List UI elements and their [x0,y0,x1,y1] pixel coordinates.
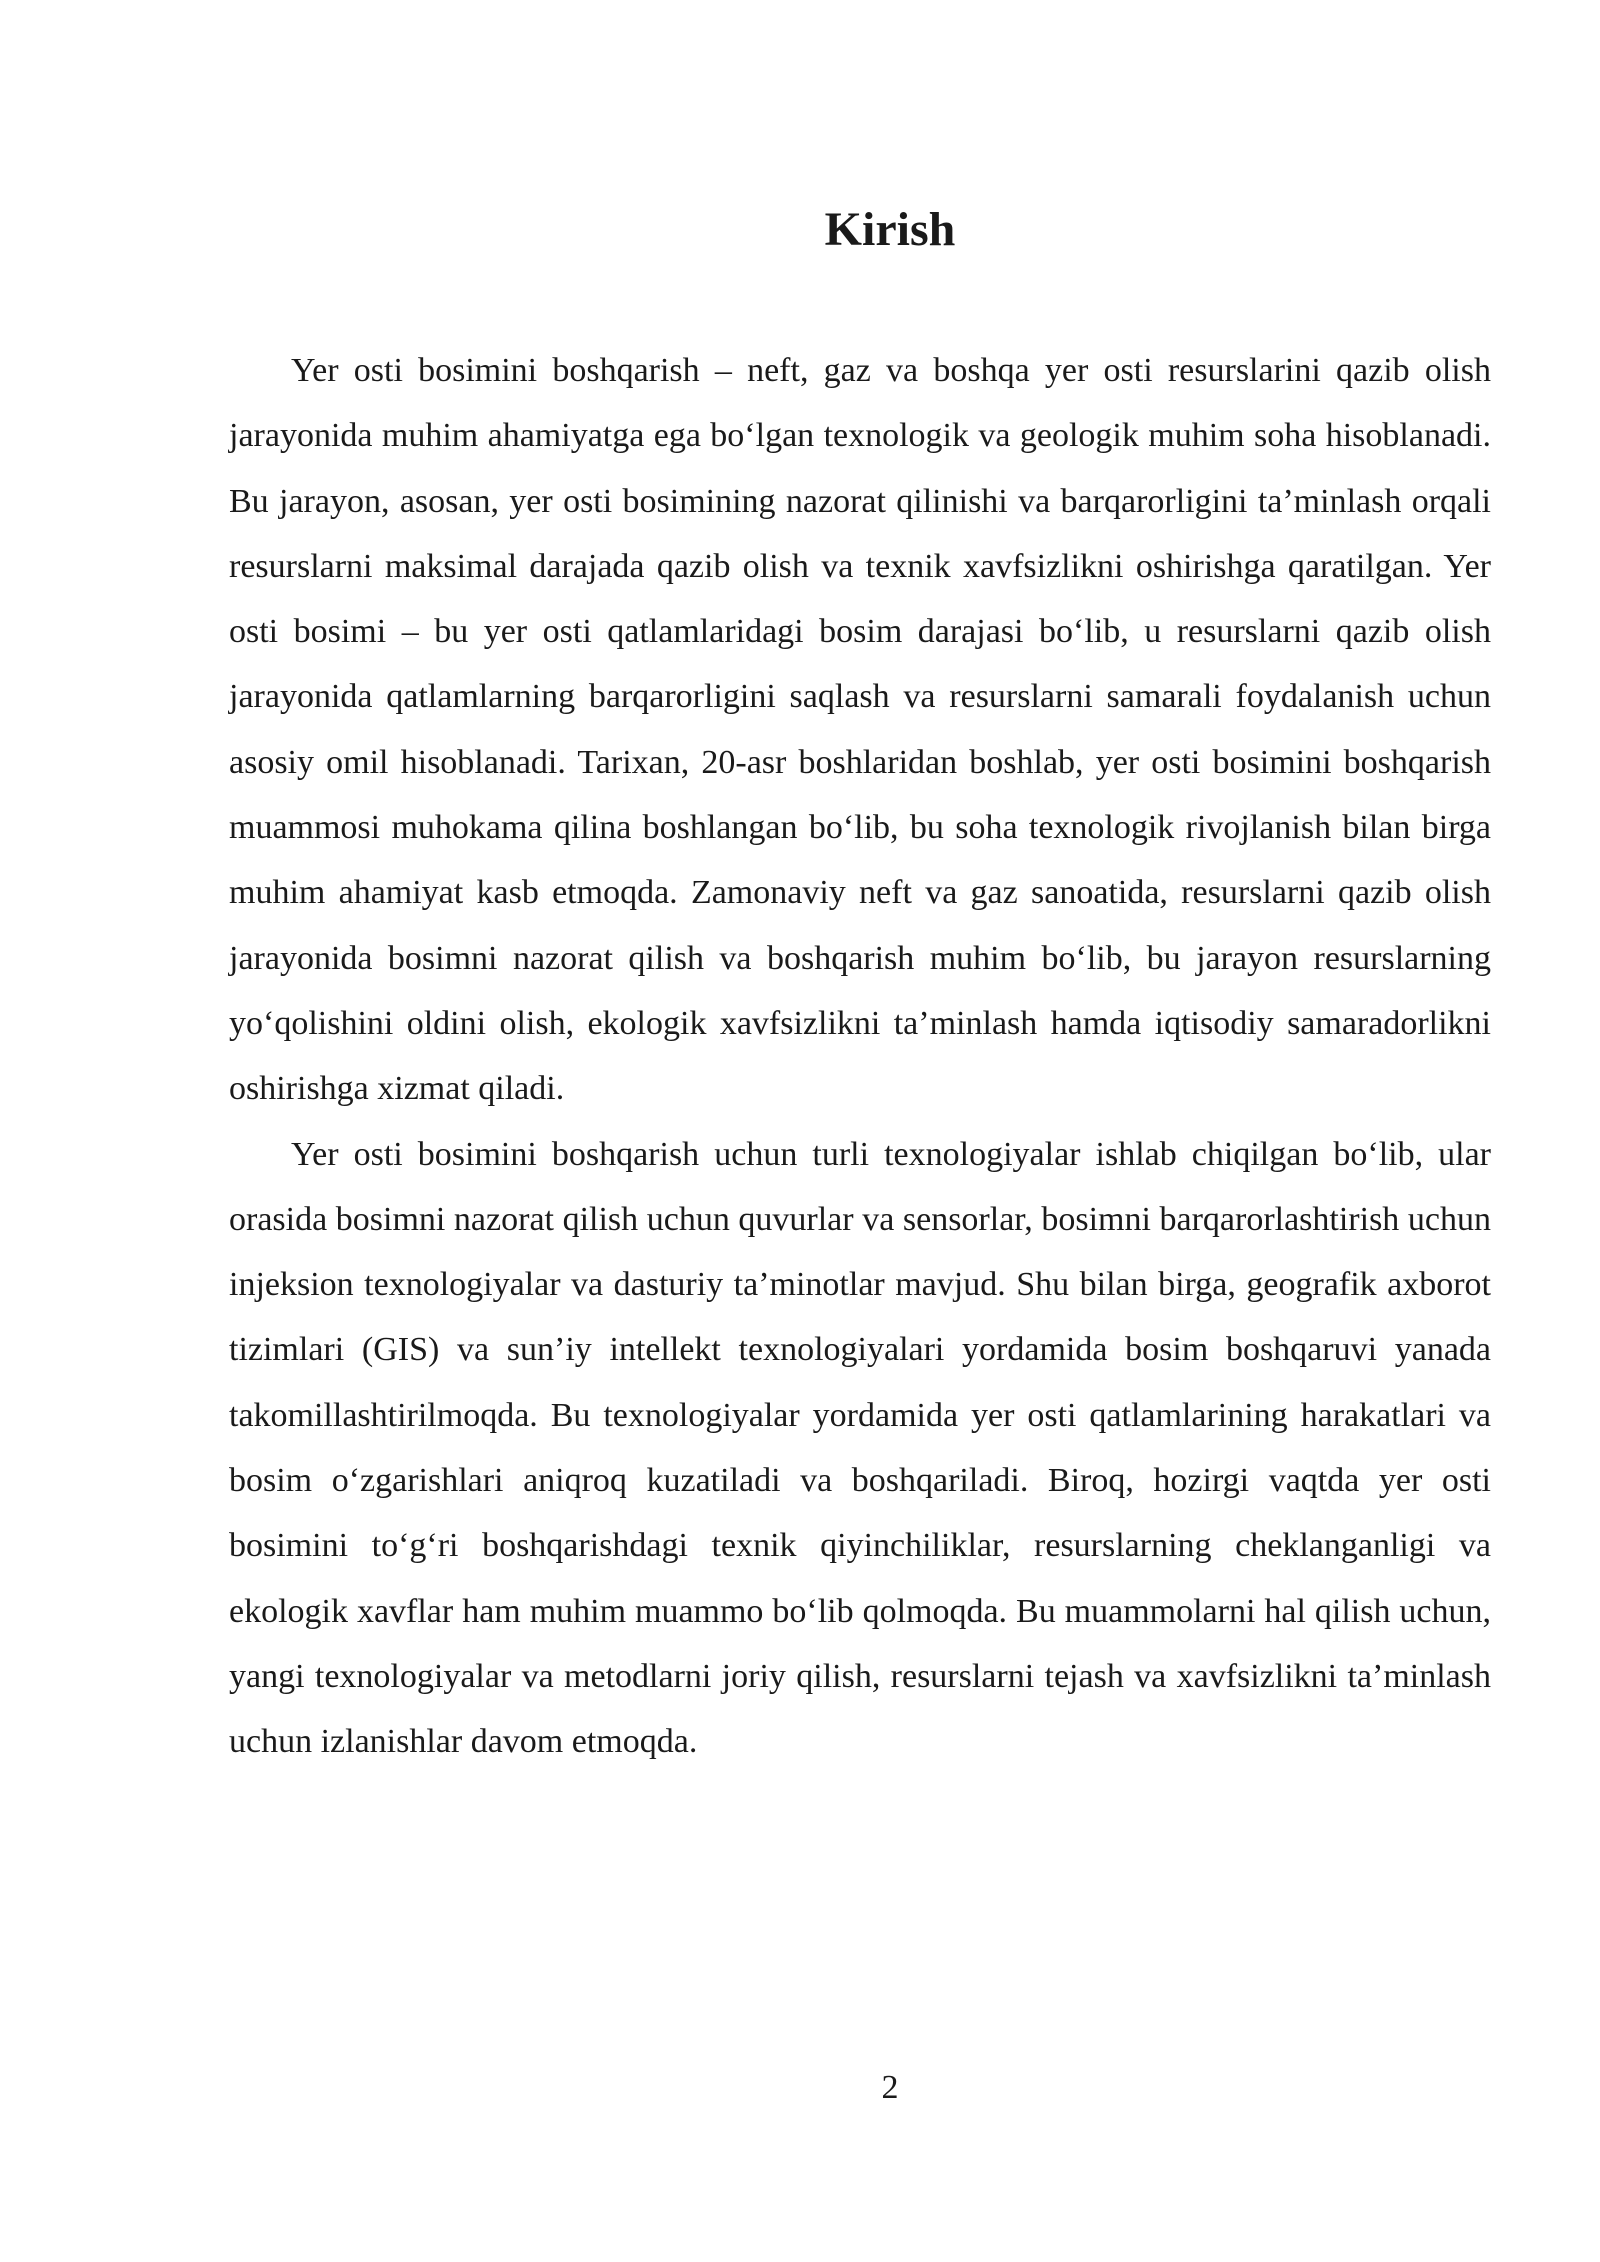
paragraph-1: Yer osti bosimini boshqarish – neft, gaz va boshqa yer osti resurslarini qazib olish jarayonida muhim ahamiyatga ega bo‘lgan texnologik va geologik muhim soha hisoblanadi. Bu jarayon, asosan, yer osti bosimining nazorat qilinishi va barqarorligini ta’minlash orqali resurslarni maksimal darajada qazib olish va texnik xavfsizlikni oshirishga qaratilgan. Yer osti bosimi – bu yer osti qatlamlaridagi bosim darajasi bo‘lib, u resurslarni qazib olish jarayonida qatlamlarning barqarorligini saqlash va resurslarni samarali foydalanish uchun asosiy omil hisoblanadi. Tarixan, 20-asr boshlaridan boshlab, yer osti bosimini boshqarish muammosi muhokama qilina boshlangan bo‘lib, bu soha texnologik rivojlanish bilan birga muhim ahamiyat kasb etmoqda. Zamonaviy neft va gaz sanoatida, resurslarni qazib olish jarayonida bosimni nazorat qilish va boshqarish muhim bo‘lib, bu jarayon resurslarning yo‘qolishini oldini olish, ekologik xavfsizlikni ta’minlash hamda iqtisodiy samaradorlikni oshirishga xizmat qiladi. [229,352,1491,1108]
page-title: Kirish [824,203,956,256]
paragraph-2: Yer osti bosimini boshqarish uchun turli texnologiyalar ishlab chiqilgan bo‘lib, ular orasida bosimni nazorat qilish uchun quvurlar va sensorlar, bosimni barqarorlashtirish uchun injeksion texnologiyalar va dasturiy ta’minotlar mavjud. Shu bilan birga, geografik axborot tizimlari (GIS) va sun’iy intellekt texnologiyalari yordamida bosim boshqaruvi yanada takomillashtirilmoqda. Bu texnologiyalar yordamida yer osti qatlamlarining harakatlari va bosim o‘zgarishlari aniqroq kuzatiladi va boshqariladi. Biroq, hozirgi vaqtda yer osti bosimini to‘g‘ri boshqarishdagi texnik qiyinchiliklar, resurslarning cheklanganligi va ekologik xavflar ham muhim muammo bo‘lib qolmoqda. Bu muammolarni hal qilish uchun, yangi texnologiyalar va metodlarni joriy qilish, resurslarni tejash va xavfsizlikni ta’minlash uchun izlanishlar davom etmoqda. [229,1135,1491,1761]
page-number: 2 [881,2069,899,2106]
body-text [229,338,1491,1775]
